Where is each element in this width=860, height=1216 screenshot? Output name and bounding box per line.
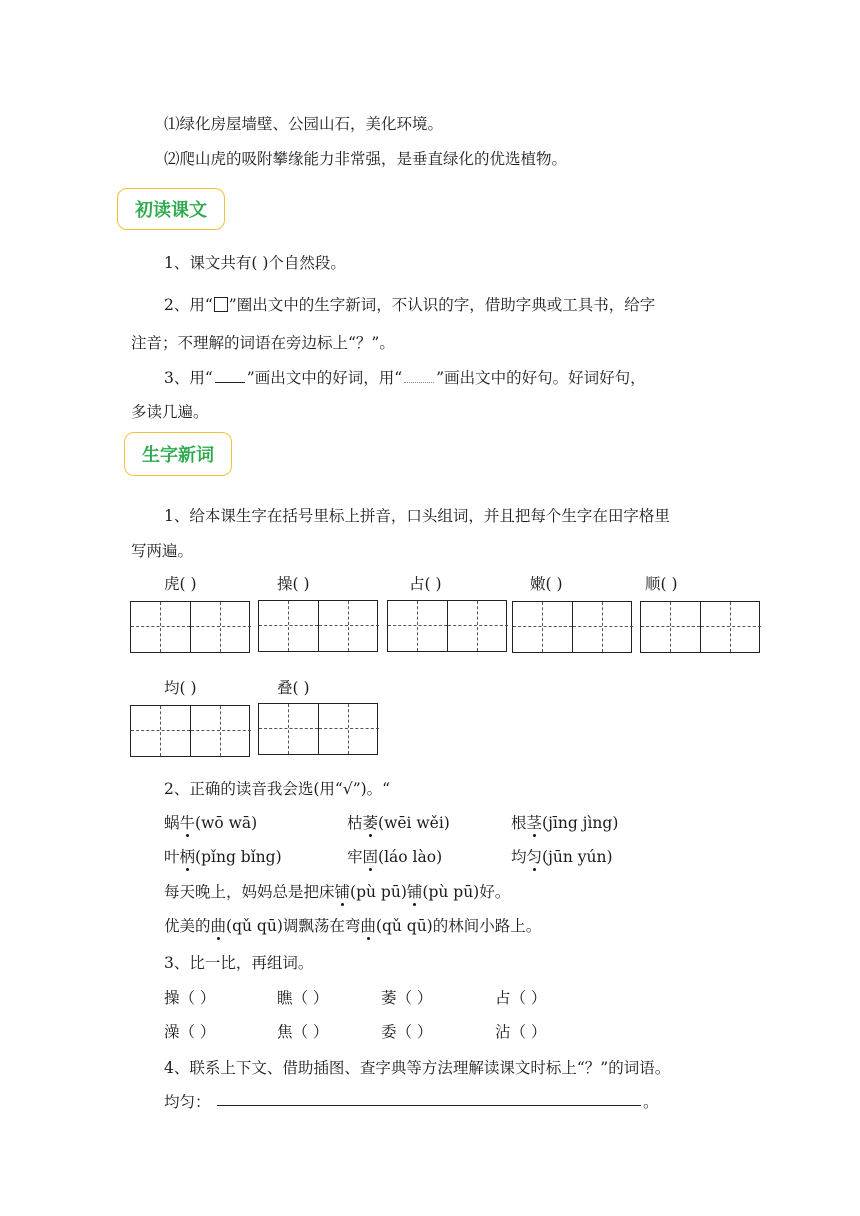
question-paragraph-count: 1、课文共有( )个自然段。 (164, 254, 346, 272)
circle-mark-icon (214, 297, 228, 312)
compare-item[interactable]: 瞧（ ） (277, 989, 329, 1007)
pron-item[interactable]: 叶柄(pǐng bǐng) (164, 848, 282, 866)
question-pinyin-writing-line2: 写两遍。 (131, 542, 194, 560)
pron-sentence: 每天晚上，妈妈总是把床铺(pù pū)铺(pù pū)好。 (164, 883, 511, 901)
char-label: 占( ) (409, 575, 442, 593)
pron-item[interactable]: 根茎(jīng jìng) (511, 814, 619, 832)
compare-item[interactable]: 澡（ ） (164, 1023, 216, 1041)
pron-item[interactable]: 枯萎(wēi wěi) (347, 814, 450, 832)
pron-item[interactable]: 均匀(jūn yún) (511, 848, 613, 866)
question-understand-words: 4、联系上下文、借助插图、查字典等方法理解读课文时标上“？”的词语。 (164, 1059, 671, 1077)
tianzige-grid[interactable] (387, 600, 507, 652)
answer-end: 。 (643, 1093, 659, 1111)
char-label: 叠( ) (277, 679, 310, 697)
question-pronunciation: 2、正确的读音我会选(用“√”)。“ (164, 780, 391, 798)
char-label: 操( ) (277, 575, 310, 593)
compare-item[interactable]: 操（ ） (164, 989, 216, 1007)
q2-text-b: ”圈出文中的生字新词，不认识的字，借助字典或工具书，给字 (228, 296, 656, 314)
q3-text-c: ”画出文中的好句。好词好句， (436, 369, 646, 387)
question-pinyin-writing: 1、给本课生字在括号里标上拼音，口头组词，并且把每个生字在田字格里 (164, 507, 670, 525)
question-compare: 3、比一比，再组词。 (164, 954, 314, 972)
section-title-first-reading: 初读课文 (117, 188, 225, 230)
char-label: 均( ) (164, 679, 197, 697)
question-underline-line2: 多读几遍。 (131, 403, 209, 421)
char-label: 顺( ) (645, 575, 678, 593)
compare-item[interactable]: 占（ ） (495, 989, 547, 1007)
tianzige-grid[interactable] (130, 705, 250, 757)
tianzige-grid[interactable] (130, 601, 250, 653)
q3-text-a: 3、用“ (164, 369, 213, 387)
tianzige-grid[interactable] (640, 601, 760, 653)
question-circle-words (164, 293, 655, 315)
pron-sentence: 优美的曲(qǔ qū)调飘荡在弯曲(qǔ qū)的林间小路上。 (164, 917, 542, 935)
char-label: 虎( ) (164, 575, 197, 593)
answer-line[interactable] (217, 1104, 641, 1106)
question-underline (164, 366, 646, 388)
q3-text-b: ”画出文中的好词，用“ (246, 369, 403, 387)
section-title-new-words: 生字新词 (124, 432, 232, 476)
tianzige-grid[interactable] (258, 703, 378, 755)
answer-label: 均匀： (164, 1093, 211, 1111)
intro-item-1: ⑴绿化房屋墙壁、公园山石，美化环境。 (164, 115, 444, 133)
compare-item[interactable]: 委（ ） (381, 1023, 433, 1041)
wavy-line-mark (404, 374, 434, 383)
char-label: 嫩( ) (530, 575, 563, 593)
straight-line-mark (215, 370, 245, 383)
tianzige-grid[interactable] (512, 601, 632, 653)
pron-item[interactable]: 蜗牛(wō wā) (164, 814, 258, 832)
tianzige-grid[interactable] (258, 600, 378, 652)
pron-item[interactable]: 牢固(láo lào) (347, 848, 443, 866)
question-circle-words-line2: 注音；不理解的词语在旁边标上“？”。 (131, 334, 395, 352)
compare-item[interactable]: 焦（ ） (277, 1023, 329, 1041)
intro-item-2: ⑵爬山虎的吸附攀缘能力非常强，是垂直绿化的优选植物。 (164, 150, 568, 168)
q2-text-a: 2、用“ (164, 296, 213, 314)
compare-item[interactable]: 沾（ ） (495, 1023, 547, 1041)
compare-item[interactable]: 萎（ ） (381, 989, 433, 1007)
